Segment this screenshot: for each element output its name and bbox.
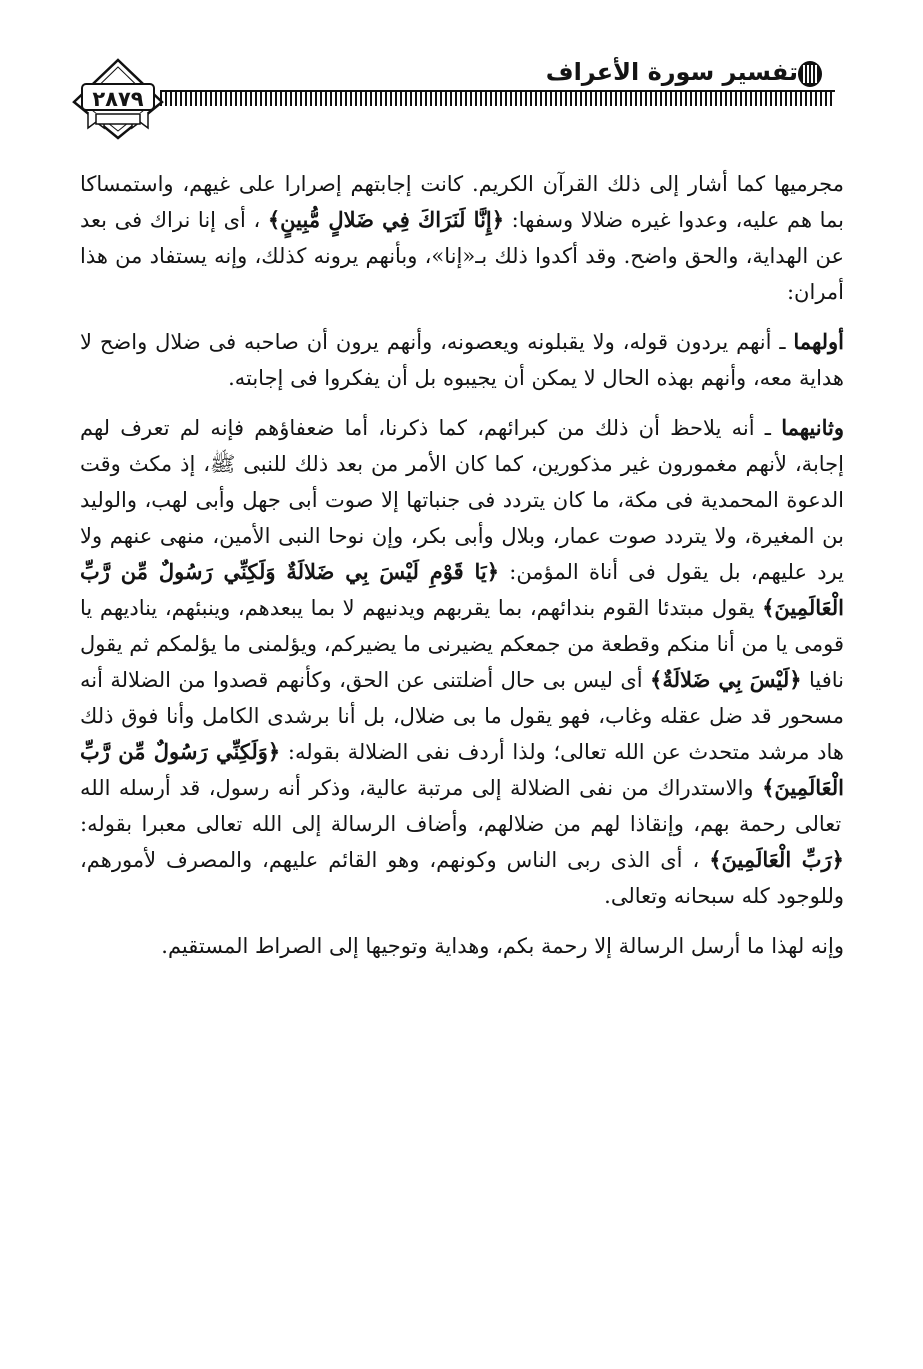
paragraph [80, 410, 844, 914]
page-number: ٢٨٧٩ [92, 87, 144, 111]
paragraph-gap [80, 914, 844, 928]
page-title: تفسير سورة الأعراف [545, 58, 798, 86]
text-run: مجرميها كما أشار إلى ذلك القرآن الكريم. كانت إجابتهم إصرارا على غيهم، واستمساكا بما هم عليه، وعدوا غيره ضلالا وسفها: [80, 172, 845, 232]
quran-verse: ﴿رَبِّ الْعَالَمِينَ﴾ [709, 847, 844, 872]
header-rule [160, 92, 835, 106]
text-run: وإنه لهذا ما أرسل الرسالة إلا رحمة بكم، وهداية وتوجيها إلى الصراط المستقيم. [161, 934, 844, 958]
text-run: أى ليس بى حال أضلتنى عن الحق، وكأنهم قصدوا من الضلالة أنه مسحور قد ضل عقله وغاب، فهو يقول ما بى ضلال، بل أنا برشدى الكامل وأنا فوق ذلك هاد مرشد متحدث عن الله تعالى؛ ولذا أردف نفى الضلالة بقوله: [80, 668, 845, 764]
ornament-icon [797, 60, 823, 88]
text-run: ، أى إنا نراك فى بعد عن الهداية، والحق واضح. وقد أكدوا ذلك بـ«إنا»، وبأنهم يرونه كذلك، وإنه يستفاد من هذا أمران: [80, 208, 844, 304]
text-run: ـ أنهم يردون قوله، ولا يقبلونه ويعصونه، وأنهم يرون أن صاحبه فى ضلال واضح لا هداية معه، وأنهم بهذه الحال لا يمكن أن يجيبوه بل أن يفكروا فى إجابته. [80, 330, 844, 390]
text-run: ـ أنه يلاحظ أن ذلك من كبرائهم، كما ذكرنا، أما ضعفاؤهم فإنه لم تعرف لهم إجابة، لأنهم مغمورون غير مذكورين، كما كان الأمر من بعد ذلك للنبى ﷺ، إذ مكث وقت الدعوة المحمدية فى مكة، ما كان يتردد فى جنباتها إلا صوت أبى جهل وأبى لهب، والوليد بن المغيرة، ولا يتردد صوت عمار، وبلال وأبى بكر، وإن نوحا النبى الأمين، منهى عنهم ولا يرد عليهم، بل يقول فى أناة المؤمن: [80, 416, 844, 584]
paragraph [80, 166, 844, 310]
paragraph [80, 324, 844, 396]
paragraph-lead: وثانيهما [781, 415, 844, 440]
paragraph-gap [80, 310, 844, 324]
quran-verse: ﴿لَيْسَ بِي ضَلالَةٌ﴾ [650, 667, 802, 692]
quran-verse: ﴿وَلَكِنِّي رَسُولٌ مِّن رَّبِّ الْعَالَمِينَ﴾ [80, 739, 844, 800]
paragraph-lead: أولهما [793, 329, 844, 354]
quran-verse: ﴿إِنَّا لَنَرَاكَ فِي ضَلالٍ مُّبِينٍ﴾ [267, 207, 505, 232]
paragraph-gap [80, 396, 844, 410]
page-body [80, 166, 844, 964]
text-run: ، أى الذى ربى الناس وكونهم، وهو القائم عليهم، والمصرف لأمورهم، وللوجود كله سبحانه وتعالى. [80, 848, 844, 908]
text-run: يقول مبتدئا القوم بندائهم، بما يقربهم ويدنيهم لا بما يبعدهم، وينبئهم، يناديهم يا قومى يا من أنا منكم وقطعة من جمعكم يضيرنى ما يضيركم، ويؤلمنى ما يؤلمكم ثم يقول نافيا [80, 596, 844, 692]
text-run: والاستدراك من نفى الضلالة إلى مرتبة عالية، وذكر أنه رسول، قد أرسله الله تعالى رحمة بهم، وإنقاذا لهم من ضلالهم، وأضاف الرسالة إلى الله تعالى معبرا بقوله: [80, 776, 842, 836]
paragraph [80, 928, 844, 964]
page-header [0, 0, 923, 150]
quran-verse: ﴿يَا قَوْمِ لَيْسَ بِي ضَلالَةٌ وَلَكِنِّي رَسُولٌ مِّن رَّبِّ الْعَالَمِينَ﴾ [80, 559, 844, 620]
